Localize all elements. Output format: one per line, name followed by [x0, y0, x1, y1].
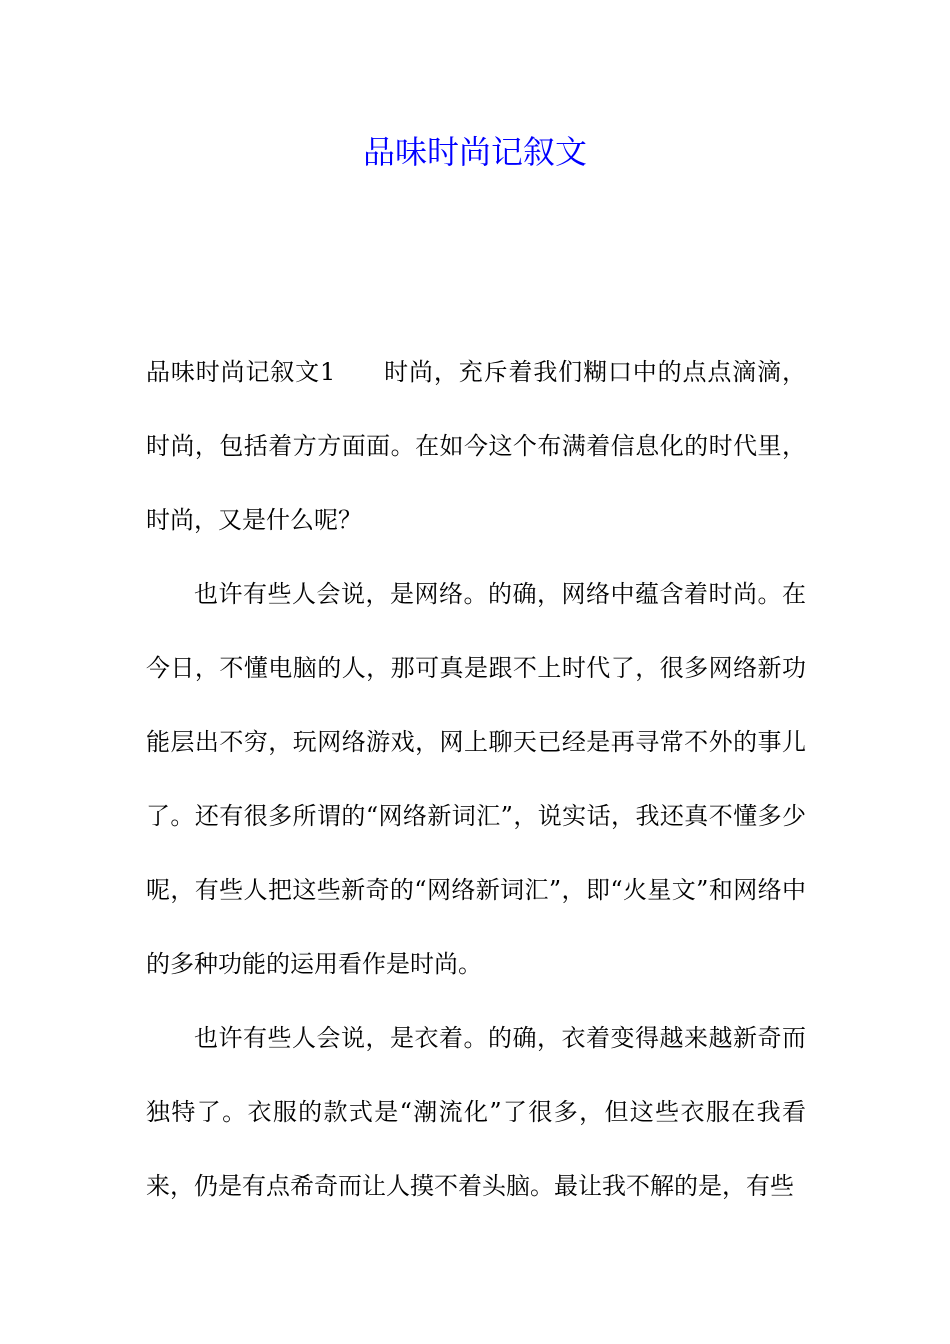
document-body [146, 335, 806, 1223]
paragraph-1-lead: 品味时尚记叙文1 [146, 358, 336, 386]
paragraph-2: 也许有些人会说，是网络。的确，网络中蕴含着时尚。在今日，不懂电脑的人，那可真是跟不上时代了，很多网络新功能层出不穷，玩网络游戏，网上聊天已经是再寻常不外的事儿了。还有很多所谓的“网络新词汇”，说实话，我还真不懂多少呢，有些人把这些新奇的“网络新词汇”，即“火星文”和网络中的多种功能的运用看作是时尚。 [146, 580, 806, 978]
paragraph-1 [146, 335, 806, 557]
document-title: 品味时尚记叙文 [362, 133, 587, 171]
paragraph-3: 也许有些人会说，是衣着。的确，衣着变得越来越新奇而独特了。衣服的款式是“潮流化”了很多，但这些衣服在我看来，仍是有点希奇而让人摸不着头脑。最让我不解的是，有些 [146, 1024, 806, 1200]
paragraph-1-text: 时尚，充斥着我们糊口中的点点滴滴，时尚，包括着方方面面。在如今这个布满着信息化的时代里，时尚，又是什么呢？ [146, 358, 806, 534]
